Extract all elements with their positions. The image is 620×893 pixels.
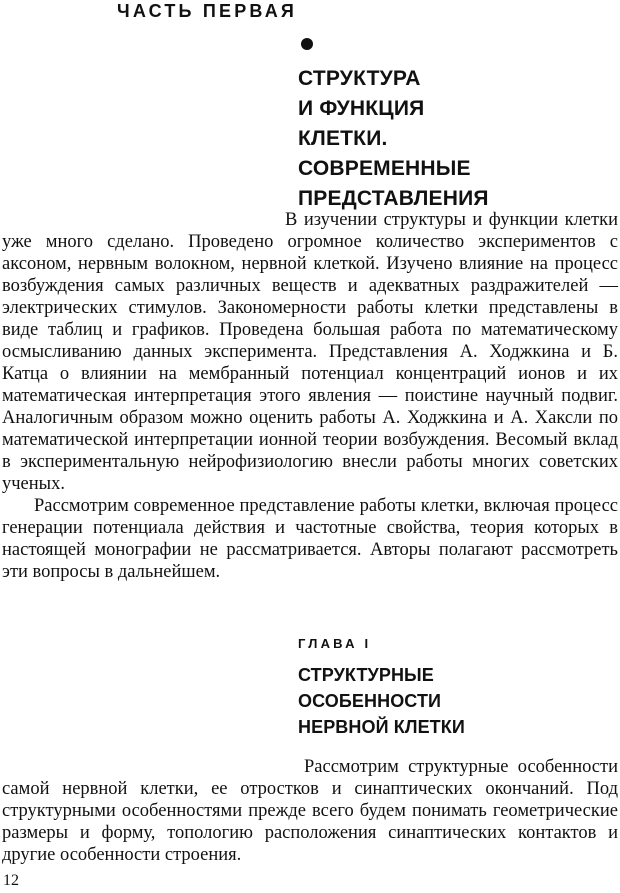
chapter-title-line: СТРУКТУРНЫЕ <box>298 665 434 685</box>
part-title-line: И ФУНКЦИЯ <box>298 97 425 120</box>
intro-paragraph: Рассмотрим современное представление работы клетки, включая процесс генерации потенциала действия и частотные свойства, теория которых в настоящей монографии не рассматривается. Авторы полагают рассмотреть эти вопросы в дальнейшем. <box>2 496 618 582</box>
chapter-paragraph: Рассмотрим структурные особенности самой нервной клетки, ее отростков и синаптических окончаний. Под структурными особенностями прежде всего будем понимать геометрические размеры и форму, топологию расположения синаптических контактов и другие особенности строения. <box>2 757 618 865</box>
chapter-title <box>298 662 465 740</box>
part-title <box>298 64 489 214</box>
part-title-line: СОВРЕМЕННЫЕ <box>298 157 471 180</box>
bullet-icon <box>301 38 313 50</box>
chapter-text <box>2 756 618 866</box>
chapter-title-line: ОСОБЕННОСТИ <box>298 691 442 711</box>
page-number: 12 <box>3 872 19 889</box>
chapter-label: ГЛАВА I <box>298 636 372 651</box>
part-title-line: ПРЕДСТАВЛЕНИЯ <box>298 187 489 210</box>
intro-text <box>2 209 618 583</box>
intro-paragraph: В изучении структуры и функции клетки уже много сделано. Проведено огромное количество экспериментов с аксоном, нервным волокном, нервной клеткой. Изучено влияние на процесс возбуждения самых различных веществ и адекватных раздражителей — электрических стимулов. Закономерности работы клетки представлены в виде таблиц и графиков. Проведена большая работа по математическому осмысливанию данных эксперимента. Представления А. Ходжкина и Б. Катца о влиянии на мембранный потенциал концентраций ионов и их математическая интерпретация этого явления — поистине научный подвиг. Аналогичным образом можно оценить работы А. Ходжкина и А. Хаксли по математической интерпретации ионной теории возбуждения. Весомый вклад в экспериментальную нейрофизиологию внесли работы многих советских ученых. <box>2 210 618 494</box>
part-label: ЧАСТЬ ПЕРВАЯ <box>117 1 298 21</box>
part-title-line: СТРУКТУРА <box>298 67 421 90</box>
part-title-line: КЛЕТКИ. <box>298 127 388 150</box>
chapter-title-line: НЕРВНОЙ КЛЕТКИ <box>298 717 465 737</box>
